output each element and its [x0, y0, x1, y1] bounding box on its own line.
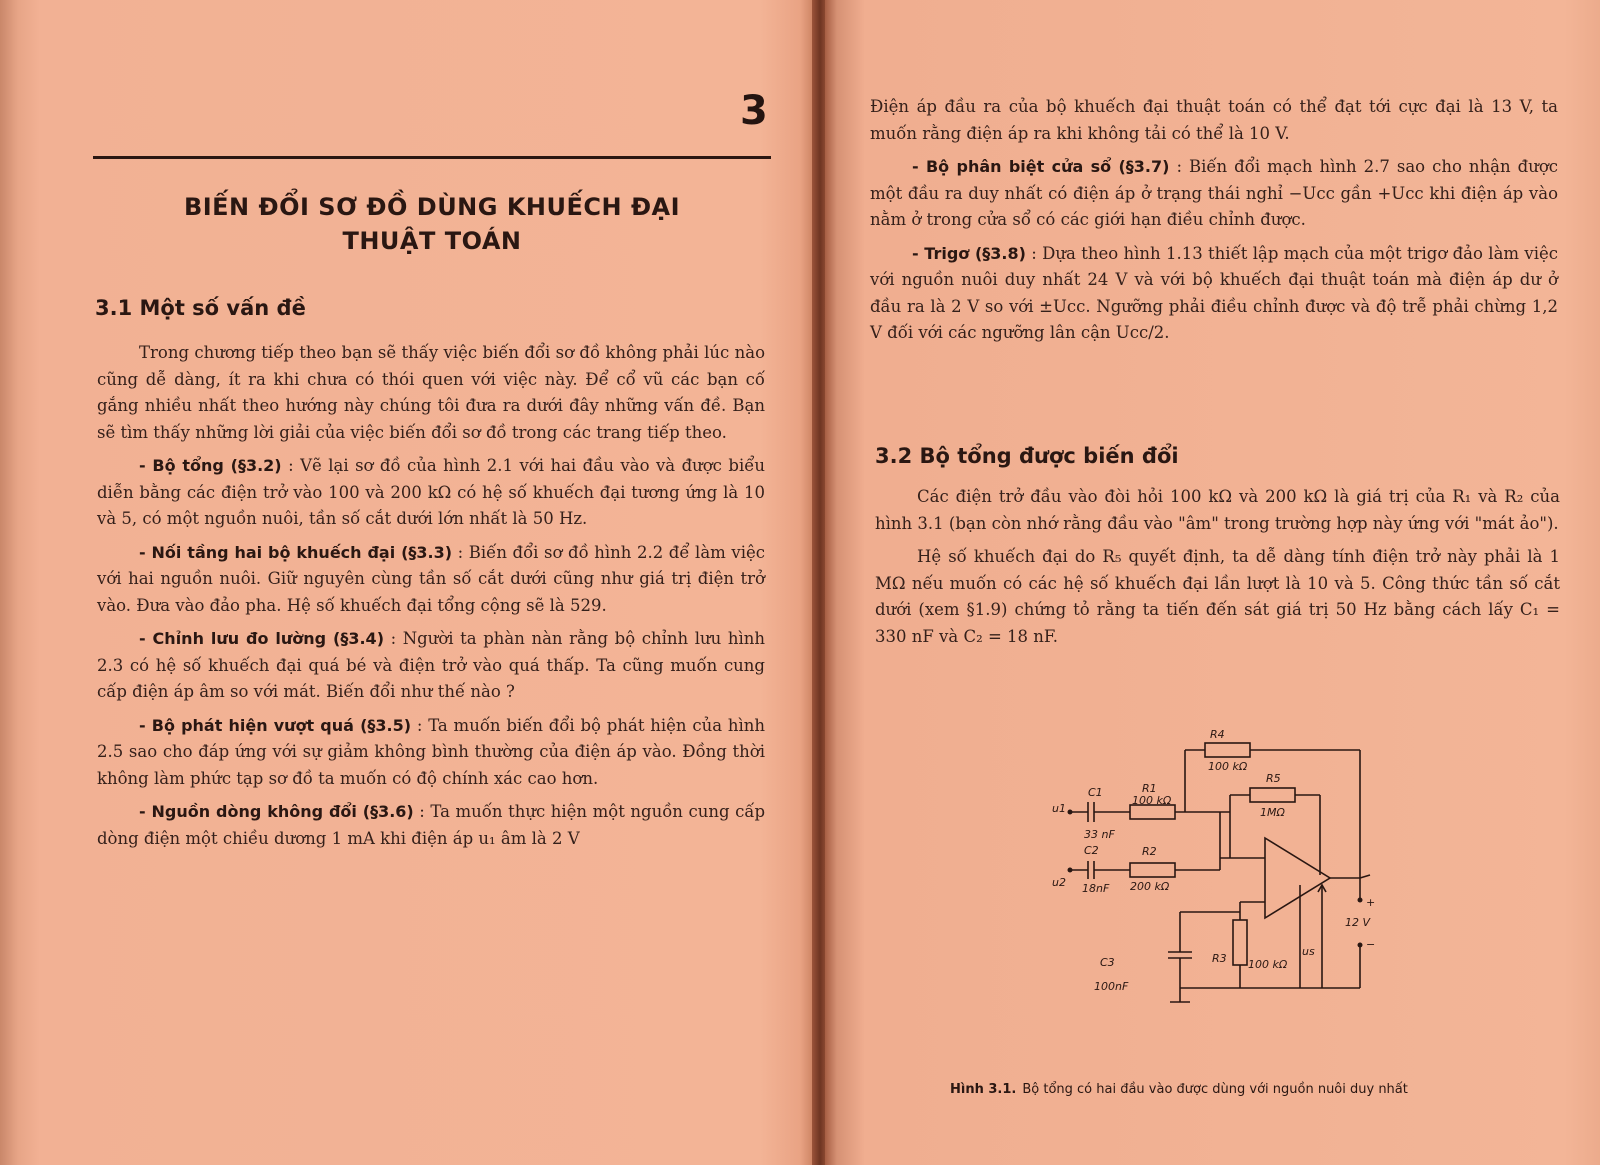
problem-text: : Biến đổi mạch hình 2.7 sao cho nhận được một đầu ra duy nhất có điện áp ở trạng thái nghỉ −Ucc gần +Ucc khi điện áp vào nằm ở trong cửa sổ có các giới hạn điều chỉnh được.: [870, 157, 1559, 229]
right-body-bottom: [875, 484, 1560, 657]
continuation-paragraph: Điện áp đầu ra của bộ khuếch đại thuật toán có thể đạt tới cực đại là 13 V, ta muốn rằng điện áp ra khi không tải có thể là 10 V.: [870, 97, 1558, 143]
chapter-rule: [93, 156, 771, 159]
label-c2-value: 18nF: [1082, 882, 1110, 895]
chapter-number: 3: [740, 88, 768, 134]
paragraph: Các điện trở đầu vào đòi hỏi 100 kΩ và 200 kΩ là giá trị của R₁ và R₂ của hình 3.1 (bạn còn nhớ rằng đầu vào "âm" trong trường hợp này ứng với "mát ảo").: [875, 487, 1560, 533]
chapter-title-line2: THUẬT TOÁN: [342, 227, 522, 255]
problem-text: : Người ta phàn nàn rằng bộ chỉnh lưu hình 2.3 có hệ số khuếch đại quá bé và điện trở vào quá thấp. Ta cũng muốn cung cấp điện áp âm so với mát. Biến đổi như thế nào ?: [97, 629, 765, 701]
problem-label: - Bộ phát hiện vượt quá (§3.5): [139, 715, 412, 735]
label-c3: C3: [1100, 956, 1115, 969]
problem-text: : Dựa theo hình 1.13 thiết lập mạch của một trigơ đảo làm việc với nguồn nuôi duy nhất 24 V và với bộ khuếch đại thuật toán mà điện áp dư ở đầu ra là 2 V so với ±Ucc. Ngưỡng phải điều chỉnh được và độ trễ phải chừng 1,2 V đối với các ngưỡng lân cận Ucc/2.: [870, 243, 1558, 342]
circuit-diagram: [1052, 728, 1380, 1040]
caption-text: Bộ tổng có hai đầu vào được dùng với nguồn nuôi duy nhất: [1022, 1082, 1408, 1097]
label-u2: u2: [1052, 876, 1066, 889]
problem-text: : Biến đổi sơ đồ hình 2.2 để làm việc với hai nguồn nuôi. Giữ nguyên cùng tần số cắt dưới cũng như giá trị điện trở vào. Đưa vào đảo pha. Hệ số khuếch đại tổng cộng sẽ là 529.: [97, 542, 765, 615]
label-r1-value: 100 kΩ: [1132, 794, 1172, 807]
label-r4: R4: [1210, 728, 1225, 741]
problem-text: : Vẽ lại sơ đồ của hình 2.1 với hai đầu vào và được biểu diễn bằng các điện trở vào 100 và 200 kΩ có hệ số khuếch đại tương ứng là 10 và 5, có một nguồn nuôi, tần số cắt dưới lớn nhất là 50 Hz.: [97, 456, 765, 528]
label-us: us: [1302, 945, 1315, 958]
label-r3: R3: [1212, 952, 1227, 965]
label-r5-value: 1MΩ: [1260, 806, 1285, 819]
chapter-title-line1: BIẾN ĐỔI SƠ ĐỒ DÙNG KHUẾCH ĐẠI: [183, 193, 681, 221]
problem-item: [870, 241, 1558, 347]
label-plus: +: [1366, 896, 1376, 909]
problem-text: : Ta muốn biến đổi bộ phát hiện của hình 2.5 sao cho đáp ứng với sự giảm không bình thường của điện áp vào. Đồng thời không làm phức tạp sơ đồ ta muốn có độ chính xác cao hơn.: [97, 715, 765, 788]
problem-item: [97, 799, 765, 852]
problem-label: - Nối tầng hai bộ khuếch đại (§3.3): [139, 542, 453, 562]
chapter-title: [93, 190, 771, 258]
problem-item: [97, 713, 765, 793]
label-r4-value: 100 kΩ: [1208, 760, 1248, 773]
label-c3-value: 100nF: [1094, 980, 1129, 993]
label-u1: u1: [1052, 802, 1066, 815]
left-body: [97, 340, 765, 859]
problem-item: [97, 540, 765, 620]
label-r1: R1: [1142, 782, 1157, 795]
problem-label: - Bộ tổng (§3.2): [139, 456, 282, 475]
label-r2: R2: [1142, 845, 1157, 858]
label-vcc: 12 V: [1345, 916, 1371, 929]
problem-text: : Ta muốn thực hiện một nguồn cung cấp dòng điện một chiều dương 1 mA khi điện áp u₁ âm là 2 V: [97, 802, 766, 848]
right-body-top: [870, 94, 1558, 354]
problem-label: - Bộ phân biệt cửa sổ (§3.7): [912, 157, 1170, 176]
problem-label: - Chỉnh lưu đo lường (§3.4): [139, 629, 384, 648]
paragraph: Hệ số khuếch đại do R₅ quyết định, ta dễ dàng tính điện trở này phải là 1 MΩ nếu muốn có các hệ số khuếch đại lần lượt là 10 và 5. Công thức tần số cắt dưới (xem §1.9) chứng tỏ rằng ta tiến đến sát giá trị 50 Hz bằng cách lấy C₁ = 330 nF và C₂ = 18 nF.: [875, 547, 1560, 646]
problem-label: - Trigơ (§3.8): [912, 243, 1026, 263]
problem-label: - Nguồn dòng không đổi (§3.6): [139, 802, 414, 821]
label-c2: C2: [1084, 844, 1099, 857]
problem-item: [97, 453, 765, 533]
label-c1-value: 33 nF: [1084, 828, 1115, 841]
problem-item: [870, 154, 1558, 234]
label-r3-value: 100 kΩ: [1248, 958, 1288, 971]
label-r5: R5: [1266, 772, 1281, 785]
label-minus: −: [1366, 938, 1376, 951]
section-title-3-1: 3.1 Một số vấn đề: [95, 296, 306, 320]
label-r2-value: 200 kΩ: [1130, 880, 1170, 893]
label-c1: C1: [1088, 786, 1103, 799]
problem-item: [97, 626, 765, 706]
figure-caption: [950, 1082, 1408, 1097]
intro-paragraph: Trong chương tiếp theo bạn sẽ thấy việc biến đổi sơ đồ không phải lúc nào cũng dễ dàng, ít ra khi chưa có thói quen với việc này. Để cổ vũ các bạn cố gắng nhiều nhất theo hướng này chúng tôi đưa ra dưới đây những vấn đề. Bạn sẽ tìm thấy những lời giải của việc biến đổi sơ đồ trong các trang tiếp theo.: [97, 343, 765, 442]
section-title-3-2: 3.2 Bộ tổng được biến đổi: [875, 444, 1179, 468]
caption-label: Hình 3.1.: [950, 1082, 1017, 1097]
